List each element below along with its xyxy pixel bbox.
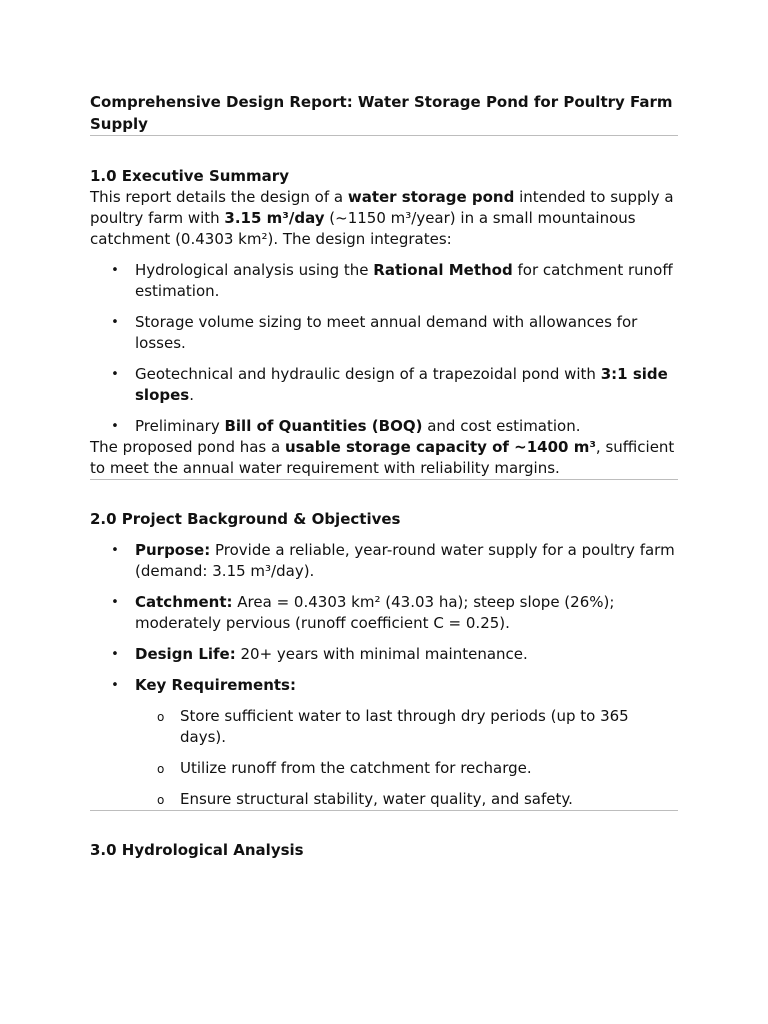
bullet-icon: • bbox=[111, 543, 119, 558]
bold-run: Bill of Quantities (BOQ) bbox=[224, 417, 423, 435]
divider bbox=[90, 810, 678, 811]
sub-list-item bbox=[135, 758, 678, 779]
text-run: for catchment runoff estimation. bbox=[135, 261, 673, 300]
list-item bbox=[90, 675, 678, 810]
executive-summary-intro bbox=[90, 187, 678, 250]
bold-run: water storage pond bbox=[347, 188, 515, 206]
bold-run: 3:1 side slopes bbox=[135, 365, 668, 404]
section-heading-project-background: 2.0 Project Background & Objectives bbox=[90, 510, 401, 528]
circle-bullet-icon: o bbox=[157, 762, 165, 776]
list-item bbox=[90, 312, 678, 354]
executive-summary-conclusion bbox=[90, 437, 678, 479]
document-page bbox=[90, 91, 678, 861]
section-heading-executive-summary: 1.0 Executive Summary bbox=[90, 167, 289, 185]
document-title: Comprehensive Design Report: Water Storage Pond for Poultry Farm Supply bbox=[90, 93, 673, 133]
bold-run: Purpose: bbox=[135, 541, 211, 559]
text-run: Geotechnical and hydraulic design of a trapezoidal pond with bbox=[135, 365, 601, 383]
bullet-icon: • bbox=[111, 678, 119, 693]
bold-run: Design Life: bbox=[135, 645, 236, 663]
text-run: Provide a reliable, year-round water supply for a poultry farm (demand: 3.15 m³/day). bbox=[135, 541, 675, 580]
text-run: Preliminary bbox=[135, 417, 225, 435]
text-run: Utilize runoff from the catchment for recharge. bbox=[180, 759, 532, 777]
bullet-icon: • bbox=[111, 647, 119, 662]
divider bbox=[90, 135, 678, 136]
bullet-icon: • bbox=[111, 419, 119, 434]
bold-run: 3.15 m³/day bbox=[224, 209, 325, 227]
list-item bbox=[90, 364, 678, 406]
bold-run: usable storage capacity of ~1400 m³ bbox=[284, 438, 596, 456]
divider bbox=[90, 479, 678, 480]
text-run: Hydrological analysis using the bbox=[135, 261, 374, 279]
sub-list-item bbox=[135, 706, 678, 748]
bold-run: Rational Method bbox=[373, 261, 513, 279]
bold-run: Catchment: bbox=[135, 593, 233, 611]
text-run: Ensure structural stability, water quality, and safety. bbox=[180, 790, 573, 808]
text-run: (~1150 m³/year) in a small mountainous catchment (0.4303 km²). The design integrates: bbox=[90, 209, 636, 248]
text-run: Area = 0.4303 km² (43.03 ha); steep slope (26%); moderately pervious (runoff coefficient C = 0.25). bbox=[135, 593, 615, 632]
text-run: intended to supply a poultry farm with bbox=[90, 188, 674, 227]
bold-run: Key Requirements: bbox=[135, 676, 296, 694]
text-run: , sufficient to meet the annual water requirement with reliability margins. bbox=[90, 438, 675, 477]
list-item bbox=[90, 592, 678, 634]
text-run: Storage volume sizing to meet annual demand with allowances for losses. bbox=[135, 313, 638, 352]
text-run: and cost estimation. bbox=[422, 417, 581, 435]
text-run: . bbox=[189, 386, 194, 404]
list-item bbox=[90, 644, 678, 665]
executive-summary-list bbox=[90, 260, 678, 437]
text-run: This report details the design of a bbox=[90, 188, 348, 206]
list-item bbox=[90, 416, 678, 437]
project-background-list bbox=[90, 540, 678, 810]
bullet-icon: • bbox=[111, 367, 119, 382]
list-item bbox=[90, 540, 678, 582]
circle-bullet-icon: o bbox=[157, 793, 165, 807]
sub-list-item bbox=[135, 789, 678, 810]
circle-bullet-icon: o bbox=[157, 710, 165, 724]
text-run: 20+ years with minimal maintenance. bbox=[235, 645, 528, 663]
list-item bbox=[90, 260, 678, 302]
bullet-icon: • bbox=[111, 263, 119, 278]
section-heading-hydrological-analysis: 3.0 Hydrological Analysis bbox=[90, 841, 304, 859]
key-requirements-list bbox=[135, 706, 678, 810]
text-run: The proposed pond has a bbox=[90, 438, 285, 456]
bullet-icon: • bbox=[111, 315, 119, 330]
bullet-icon: • bbox=[111, 595, 119, 610]
text-run: Store sufficient water to last through dry periods (up to 365 days). bbox=[180, 707, 629, 746]
